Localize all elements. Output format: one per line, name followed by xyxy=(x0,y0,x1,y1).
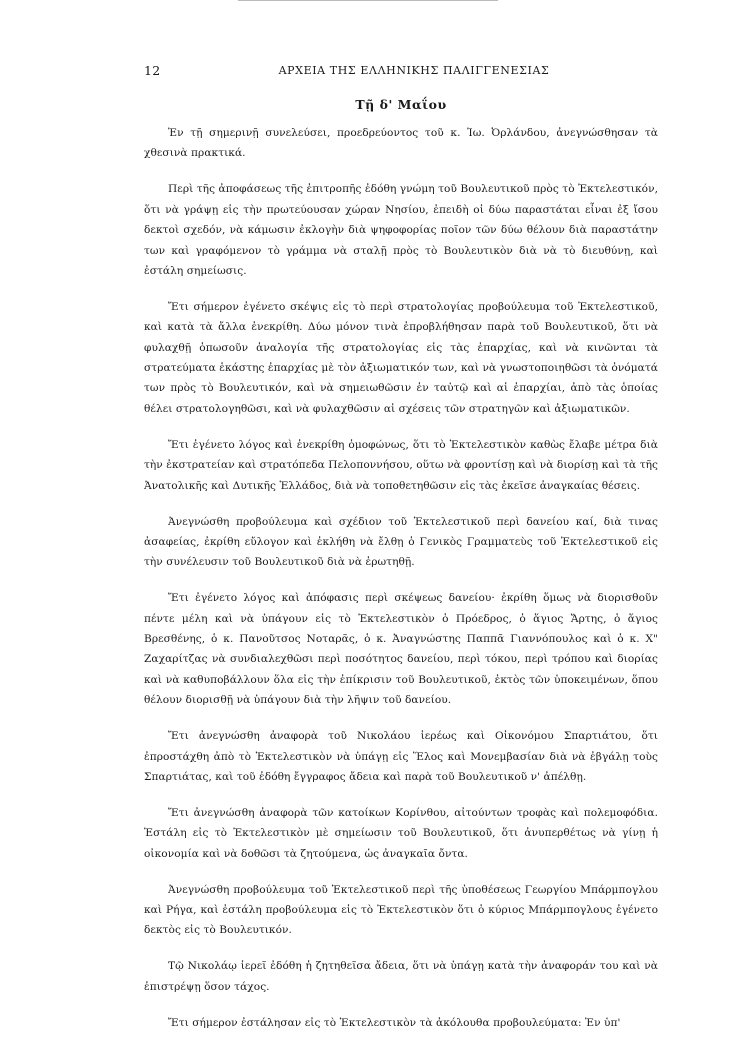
running-head xyxy=(144,63,658,81)
page-number: 12 xyxy=(144,63,161,78)
body-text xyxy=(144,123,658,1049)
paragraph-corinth-report: Ἔτι ἀνεγνώσθη ἀναφορὰ τῶν κατοίκων Κορίνθου, αἰτούντων τροφὰς καὶ πολεμοφόδια. Ἐστάλη εἰς τὸ Ἐκτελεστικὸν μὲ σημείωσιν τοῦ Βουλευτικοῦ, ὅτι ἀνυπερθέτως νὰ γίνῃ ἡ οἰκονομία καὶ νὰ δοθῶσι τὰ ζητούμενα, ὡς ἀναγκαῖα ὄντα. xyxy=(144,806,658,860)
paragraph-barbogloy: Ἀνεγνώσθη προβούλευμα τοῦ Ἐκτελεστικοῦ περὶ τῆς ὑποθέσεως Γεωργίου Μπάρμπογλου καὶ Ρήγα, καὶ ἐστάλη προβούλευμα εἰς τὸ Ἐκτελεστικὸν ὅτι ὁ κύριος Μπάρμπογλους ἐγένετο δεκτὸς εἰς τὸ Βουλευτικόν. xyxy=(144,883,658,937)
paragraph-committee-decision: Περὶ τῆς ἀποφάσεως τῆς ἐπιτροπῆς ἐδόθη γνώμη τοῦ Βουλευτικοῦ πρὸς τὸ Ἐκτελεστικόν, ὅτι νὰ γράψῃ εἰς τὴν πρωτεύουσαν χώραν Νησίου, ἐπειδὴ οἱ δύω παραστάται εἶναι ἐξ ἴσου δεκτοὶ σχεδόν, νὰ κάμωσιν ἐκλογὴν διὰ ψηφοφορίας ποῖον τῶν δύω θέλουν διὰ παραστάτην των καὶ γραφόμενον τὸ γράμμα νὰ σταλῇ πρὸς τὸ Βουλευτικὸν διὰ νὰ τὸ διευθύνῃ, καὶ ἐστάλη σημείωσις. xyxy=(144,183,658,277)
paragraph-loan-draft: Ἀνεγνώσθη προβούλευμα καὶ σχέδιον τοῦ Ἐκτελεστικοῦ περὶ δανείου καί, διὰ τινας ἀσαφείας, ἐκρίθη εὔλογον καὶ ἐκλήθη νὰ ἔλθῃ ὁ Γενικὸς Γραμματεὺς τοῦ Ἐκτελεστικοῦ εἰς τὴν συνέλευσιν τοῦ Βουλευτικοῦ διὰ νὰ ἐρωτηθῇ. xyxy=(144,515,658,569)
paragraph-conscription: Ἔτι σήμερον ἐγένετο σκέψις εἰς τὸ περὶ στρατολογίας προβούλευμα τοῦ Ἐκτελεστικοῦ, καὶ κατὰ τὰ ἄλλα ἐνεκρίθη. Δύω μόνον τινὰ ἐπροβλήθησαν παρὰ τοῦ Βουλευτικοῦ, ὅτι νὰ φυλαχθῇ ὁπωσοῦν ἀναλογία τῆς στρατολογίας εἰς τὰς ἐπαρχίας, καὶ νὰ κινῶνται τὰ στρατεύματα ἑκάστης ἐπαρχίας μὲ τὸν ἀξιωματικόν των, καὶ νὰ γνωστοποιηθῶσι τὰ ὀνόματά των πρὸς τὸ Βουλευτικόν, καὶ νὰ σημειωθῶσιν ἐν ταὐτῷ καὶ αἱ ἐπαρχίαι, ἀπὸ τὰς ὁποίας θέλει στρατολογηθῶσι, καὶ νὰ φυλαχθῶσιν αἱ σχέσεις τῶν στρατηγῶν καὶ ἀξιωματικῶν. xyxy=(144,300,658,415)
paragraph-reading-minutes: Ἐν τῇ σημερινῇ συνελεύσει, προεδρεύοντος τοῦ κ. Ἰω. Ὀρλάνδου, ἀνεγνώσθησαν τὰ χθεσινὰ πρακτικά. xyxy=(144,127,658,160)
journal-title: ΑΡΧΕΙΑ ΤΗΣ ΕΛΛΗΝΙΚΗΣ ΠΑΛΙΓΓΕΝΕΣΙΑΣ xyxy=(278,64,550,77)
scan-edge-line xyxy=(238,0,498,2)
paragraph-proposals-sent: Ἔτι σήμερον ἐστάλησαν εἰς τὸ Ἐκτελεστικὸν τὰ ἀκόλουθα προβουλεύματα: Ἐν ὑπ' xyxy=(168,1016,621,1029)
paragraph-nikolaos-report: Ἔτι ἀνεγνώσθη ἀναφορὰ τοῦ Νικολάου ἱερέως καὶ Οἰκονόμου Σπαρτιάτου, ὅτι ἐπροστάχθη ἀπὸ τὸ Ἐκτελεστικὸν νὰ ὑπάγῃ εἰς Ἕλος καὶ Μονεμβασίαν διὰ νὰ ἐβγάλῃ τοὺς Σπαρτιάτας, καὶ τοῦ ἐδόθη ἔγγραφος ἄδεια καὶ παρὰ τοῦ Βουλευτικοῦ ν' ἀπέλθῃ. xyxy=(144,730,658,783)
date-heading: Τῇ δ' Μαΐου xyxy=(355,97,447,112)
paragraph-leave-granted: Τῷ Νικολάῳ ἱερεῖ ἐδόθη ἡ ζητηθεῖσα ἄδεια, ὅτι νὰ ὑπάγῃ κατὰ τὴν ἀναφοράν του καὶ νὰ ἐπιστρέψῃ ὅσον τάχος. xyxy=(144,960,658,993)
paragraph-loan-committee: Ἔτι ἐγένετο λόγος καὶ ἀπόφασις περὶ σκέψεως δανείου· ἐκρίθη ὅμως νὰ διορισθοῦν πέντε μέλη καὶ νὰ ὑπάγουν εἰς τὸ Ἐκτελεστικὸν ὁ Πρόεδρος, ὁ ἅγιος Ἄρτης, ὁ ἅγιος Βρεσθένης, ὁ κ. Πανοῦτσος Νοταρᾶς, ὁ κ. Ἀναγνώστης Παππᾶ Γιαννόπουλος καὶ ὁ κ. Χ" Ζαχαρίτζας νὰ συνδιαλεχθῶσι περὶ ποσότητος δανείου, περὶ τόκου, περὶ τρόπου καὶ διορίας καὶ νὰ καθυποβάλλουν ὅλα εἰς τὴν ἐπίκρισιν τοῦ Βουλευτικοῦ, ἐκτὸς τῶν ὑποκειμένων, ὅπου θέλουν διορισθῇ νὰ ὑπάγουν διὰ τὴν λῆψιν τοῦ δανείου. xyxy=(144,592,658,707)
paragraph-campaign: Ἔτι ἐγένετο λόγος καὶ ἐνεκρίθη ὁμοφώνως, ὅτι τὸ Ἐκτελεστικὸν καθὼς ἔλαβε μέτρα διὰ τὴν ἐκστρατείαν καὶ στρατόπεδα Πελοποννήσου, οὕτω νὰ φροντίσῃ καὶ νὰ διορίσῃ καὶ τὰ τῆς Ἀνατολικῆς καὶ Δυτικῆς Ἑλλάδος, διὰ νὰ τοποθετηθῶσιν εἰς τὰς ἐκεῖσε ἀναγκαίας θέσεις. xyxy=(144,438,658,492)
